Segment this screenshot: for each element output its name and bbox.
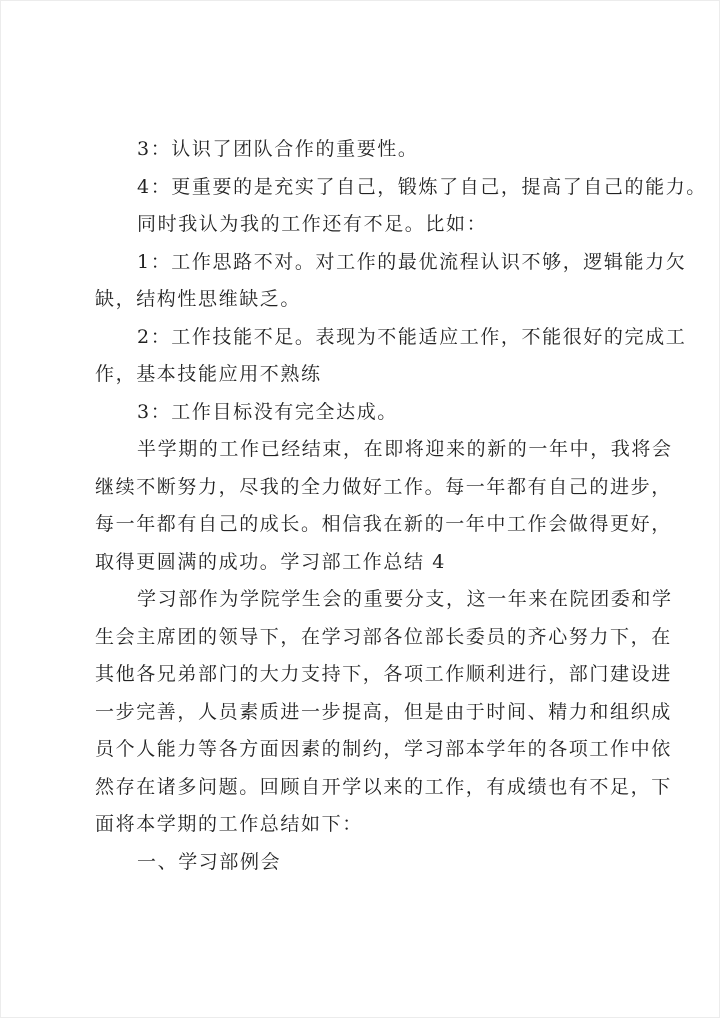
- text-line: 3：认识了团队合作的重要性。: [137, 138, 419, 160]
- text-line: 员个人能力等各方面因素的制约，学习部本学年的各项工作中依: [95, 738, 672, 760]
- text-line: 生会主席团的领导下，在学习部各位部长委员的齐心努力下，在: [95, 625, 672, 648]
- text-line: 4：更重要的是充实了自己，锻炼了自己，提高了自己的能力。: [137, 175, 707, 198]
- text-line: 每一年都有自己的成长。相信我在新的一年中工作会做得更好，: [95, 513, 672, 535]
- document-body: [95, 131, 707, 881]
- text-line: 缺，结构性思维缺乏。: [95, 288, 302, 310]
- text-line: 1：工作思路不对。对工作的最优流程认识不够，逻辑能力欠: [137, 250, 687, 273]
- text-line: 同时我认为我的工作还有不足。比如：: [137, 213, 488, 235]
- text-line: 面将本学期的工作总结如下：: [95, 813, 363, 835]
- text-line: 其他各兄弟部门的大力支持下，各项工作顺利进行，部门建设进: [95, 663, 672, 685]
- text-line: 然存在诸多问题。回顾自开学以来的工作，有成绩也有不足，下: [95, 775, 672, 798]
- text-line: 半学期的工作已经结束，在即将迎来的新的一年中，我将会: [137, 438, 673, 460]
- text-line: 一步完善，人员素质进一步提高，但是由于时间、精力和组织成: [95, 700, 672, 723]
- text-line: 2：工作技能不足。表现为不能适应工作，不能很好的完成工: [137, 325, 687, 348]
- text-line: 作，基本技能应用不熟练: [95, 363, 322, 385]
- section-heading: 一、学习部例会: [137, 850, 282, 873]
- text-line: 3：工作目标没有完全达成。: [137, 400, 398, 423]
- text-line: 取得更圆满的成功。学习部工作总结 4: [95, 550, 446, 573]
- text-line: 继续不断努力，尽我的全力做好工作。每一年都有自己的进步，: [95, 475, 672, 498]
- text-line: 学习部作为学院学生会的重要分支，这一年来在院团委和学: [137, 588, 673, 610]
